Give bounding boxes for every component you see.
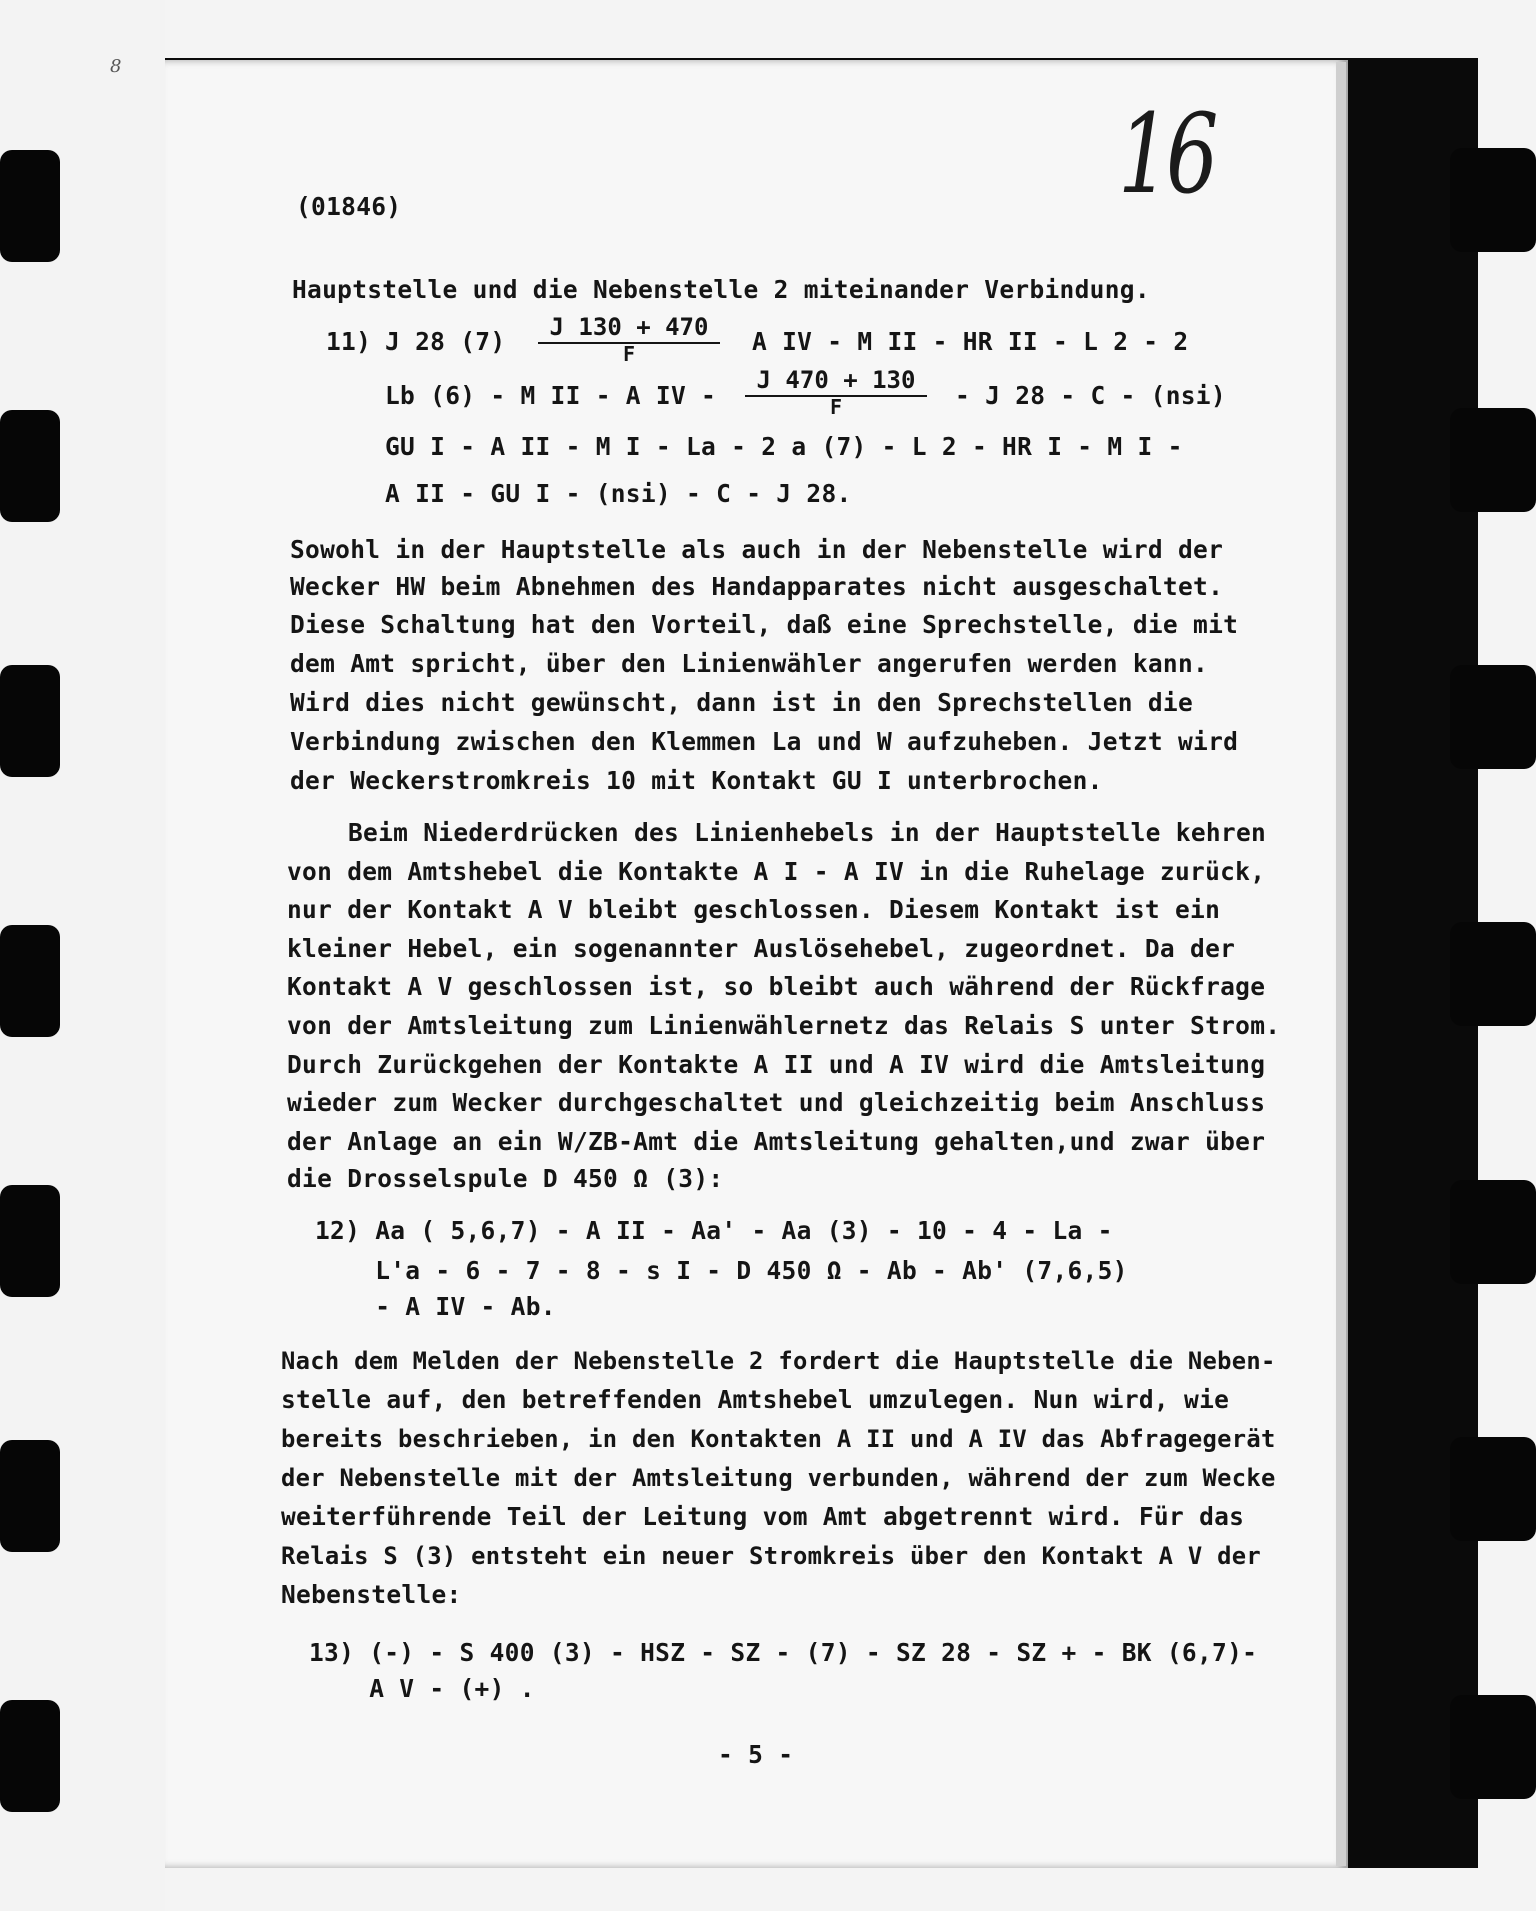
formula-line: L'a - 6 - 7 - 8 - s I - D 450 Ω - Ab - Ab' (7,6,5) [315,1256,1128,1285]
sprocket-hole [0,410,60,522]
sprocket-hole [1450,148,1536,252]
fraction-1-denominator: F [622,342,636,366]
text-line: der Nebenstelle mit der Amtsleitung verbunden, während der zum Wecke [281,1464,1276,1492]
text-line: der Anlage an ein W/ZB-Amt die Amtsleitung gehalten,und zwar über [287,1127,1266,1156]
fraction-1-numerator: J 130 + 470 [538,313,720,344]
formula-line: - A IV - Ab. [315,1292,556,1321]
text-line: von dem Amtshebel die Kontakte A I - A IV in die Ruhelage zurück, [287,857,1266,886]
text-line: Wird dies nicht gewünscht, dann ist in den Sprechstellen die [290,688,1194,717]
text-line: Durch Zurückgehen der Kontakte A II und A IV wird die Amtsleitung [287,1050,1266,1079]
text-line: stelle auf, den betreffenden Amtshebel umzulegen. Nun wird, wie [281,1385,1230,1414]
sprocket-hole [0,1700,60,1812]
text-line: Kontakt A V geschlossen ist, so bleibt auch während der Rückfrage [287,972,1266,1001]
text-line: nur der Kontakt A V bleibt geschlossen. Diesem Kontakt ist ein [287,895,1221,924]
text-line: die Drosselspule D 450 Ω (3): [287,1164,724,1193]
fraction-1 [538,313,720,364]
text-line: Beim Niederdrücken des Linienhebels in der Hauptstelle kehren [348,818,1267,847]
text-line: kleiner Hebel, ein sogenannter Auslösehebel, zugeordnet. Da der [287,934,1236,963]
sprocket-hole [1450,922,1536,1026]
sprocket-hole [1450,1180,1536,1284]
text-line: Relais S (3) entsteht ein neuer Stromkreis über den Kontakt A V der [281,1542,1262,1570]
intro-line: Hauptstelle und die Nebenstelle 2 miteinander Verbindung. [292,275,1150,304]
sprocket-hole [1450,1695,1536,1799]
text-line: Verbindung zwischen den Klemmen La und W aufzuheben. Jetzt wird [290,727,1239,756]
formula-11-label: 11) [326,327,372,356]
page-number: - 5 - [718,1740,794,1769]
fraction-2 [745,366,927,417]
sprocket-hole [0,1185,60,1297]
film-bottom-border [0,1868,1536,1911]
formula-11-line2-end: - J 28 - C - (nsi) [955,381,1226,410]
text-line: weiterführende Teil der Leitung vom Amt abgetrennt wird. Für das [281,1502,1245,1531]
text-line: Wecker HW beim Abnehmen des Handapparates nicht ausgeschaltet. [290,572,1224,601]
formula-line: 12) Aa ( 5,6,7) - A II - Aa' - Aa (3) - 10 - 4 - La - [315,1216,1113,1245]
sprocket-hole [0,150,60,262]
text-line: Nach dem Melden der Nebenstelle 2 fordert die Hauptstelle die Neben- [281,1347,1276,1375]
sprocket-hole [1450,1437,1536,1541]
document-id: (01846) [296,192,402,221]
formula-11-line3: GU I - A II - M I - La - 2 a (7) - L 2 - HR I - M I - [385,432,1183,461]
film-top-border [0,0,1536,58]
formula-11-line4: A II - GU I - (nsi) - C - J 28. [385,479,852,508]
handwritten-page-number: 16 [1118,90,1214,218]
sprocket-hole [0,665,60,777]
formula-line: A V - (+) . [309,1674,535,1703]
margin-mark: 8 [110,56,122,77]
text-line: Diese Schaltung hat den Vorteil, daß eine Sprechstelle, die mit [290,610,1239,639]
text-line: Sowohl in der Hauptstelle als auch in der Nebenstelle wird der [290,535,1224,564]
text-line: wieder zum Wecker durchgeschaltet und gleichzeitig beim Anschluss [287,1088,1266,1117]
formula-line: 13) (-) - S 400 (3) - HSZ - SZ - (7) - SZ 28 - SZ + - BK (6,7)- [309,1638,1258,1667]
fraction-2-denominator: F [829,395,843,419]
formula-11-line1-end: A IV - M II - HR II - L 2 - 2 [752,327,1189,356]
formula-11-line2-start: Lb (6) - M II - A IV - [385,381,717,410]
formula-11-line1-start: J 28 (7) [385,327,506,356]
text-line: der Weckerstromkreis 10 mit Kontakt GU I unterbrochen. [290,766,1103,795]
sprocket-hole [0,1440,60,1552]
page-edge [1336,62,1346,1866]
sprocket-hole [1450,408,1536,512]
fraction-2-numerator: J 470 + 130 [745,366,927,397]
text-line: bereits beschrieben, in den Kontakten A II und A IV das Abfragegerät [281,1425,1276,1453]
text-line: von der Amtsleitung zum Linienwählernetz das Relais S unter Strom. [287,1011,1281,1040]
sprocket-hole [1450,665,1536,769]
text-line: Nebenstelle: [281,1580,462,1609]
text-line: dem Amt spricht, über den Linienwähler angerufen werden kann. [290,649,1209,678]
sprocket-hole [0,925,60,1037]
